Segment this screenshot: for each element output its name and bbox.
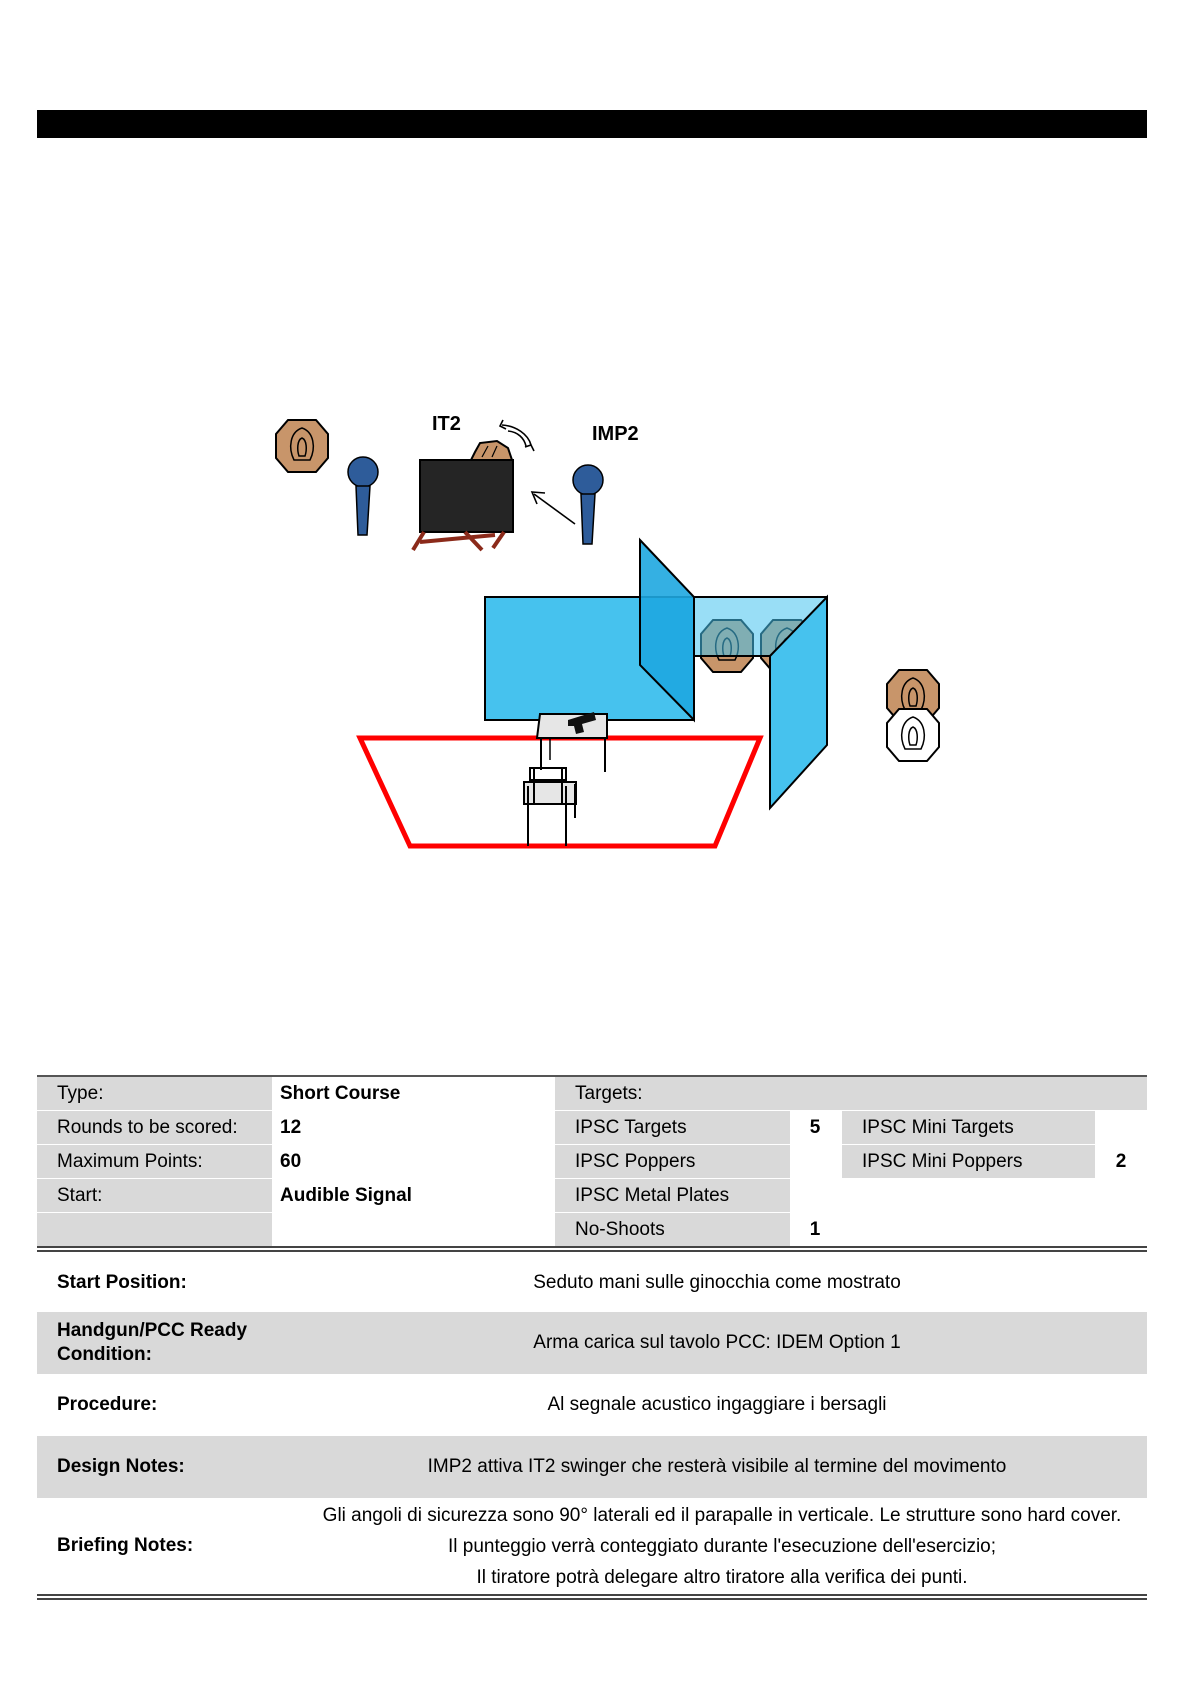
design-notes-label: Design Notes: xyxy=(57,1456,185,1477)
procedure-row xyxy=(37,1374,1147,1436)
chair xyxy=(524,768,576,846)
ready-condition-row xyxy=(37,1312,1147,1374)
mini-poppers-label: IPSC Mini Poppers xyxy=(842,1145,1095,1179)
activation-arrow-icon xyxy=(532,492,575,524)
swinger-target-it2 xyxy=(470,441,512,462)
mini-poppers-count: 2 xyxy=(1115,1151,1127,1172)
start-position-row xyxy=(37,1254,1147,1312)
type-value: Short Course xyxy=(280,1083,401,1104)
ipsc-targets-count: 5 xyxy=(809,1117,821,1138)
rounds-value: 12 xyxy=(280,1117,302,1138)
rounds-label: Rounds to be scored: xyxy=(37,1111,272,1145)
no-shoots-count: 1 xyxy=(809,1219,821,1240)
start-position-label: Start Position: xyxy=(57,1272,187,1293)
design-notes-row xyxy=(37,1436,1147,1498)
empty-label-cell xyxy=(37,1213,272,1247)
ipsc-targets-label: IPSC Targets xyxy=(555,1111,790,1145)
ipsc-target-left xyxy=(276,420,328,472)
procedure-label: Procedure: xyxy=(57,1394,158,1415)
max-points-label: Maximum Points: xyxy=(37,1145,272,1179)
briefing-notes-line-3: Il tiratore potrà delegare altro tiratore alla verifica dei punti. xyxy=(476,1567,968,1588)
swinger-cover-box xyxy=(413,460,513,550)
ready-condition-label-line1: Handgun/PCC Ready xyxy=(57,1320,248,1341)
label-imp2: IMP2 xyxy=(592,423,639,445)
briefing-notes-line-2: Il punteggio verrà conteggiato durante l'esecuzione dell'esercizio; xyxy=(447,1536,997,1557)
ready-condition-value: Arma carica sul tavolo PCC: IDEM Option 1 xyxy=(533,1332,901,1353)
design-notes-value: IMP2 attiva IT2 swinger che resterà visibile al termine del movimento xyxy=(427,1456,1007,1477)
popper-imp2 xyxy=(573,465,603,544)
briefing-notes-label: Briefing Notes: xyxy=(57,1535,194,1556)
start-value: Audible Signal xyxy=(280,1185,412,1206)
label-it2: IT2 xyxy=(432,413,461,435)
ready-condition-label-line2: Condition: xyxy=(57,1344,152,1365)
max-points-value: 60 xyxy=(280,1151,302,1172)
start-position-value: Seduto mani sulle ginocchia come mostrato xyxy=(533,1272,901,1293)
briefing-notes-row xyxy=(37,1498,1147,1594)
no-shoots-label: No-Shoots xyxy=(555,1213,790,1247)
type-label: Type: xyxy=(37,1077,272,1111)
mini-targets-label: IPSC Mini Targets xyxy=(842,1111,1095,1145)
briefing-notes-line-1: Gli angoli di sicurezza sono 90° laterali ed il parapalle in verticale. Le strutture sono hard cover. xyxy=(322,1505,1122,1526)
popper-left xyxy=(348,457,378,535)
procedure-value: Al segnale acustico ingaggiare i bersagli xyxy=(547,1394,887,1415)
ipsc-poppers-label: IPSC Poppers xyxy=(555,1145,790,1179)
ipsc-metal-plates-label: IPSC Metal Plates xyxy=(555,1179,790,1213)
start-label: Start: xyxy=(37,1179,272,1213)
no-shoot-target xyxy=(887,709,939,761)
targets-header: Targets: xyxy=(555,1077,1147,1111)
